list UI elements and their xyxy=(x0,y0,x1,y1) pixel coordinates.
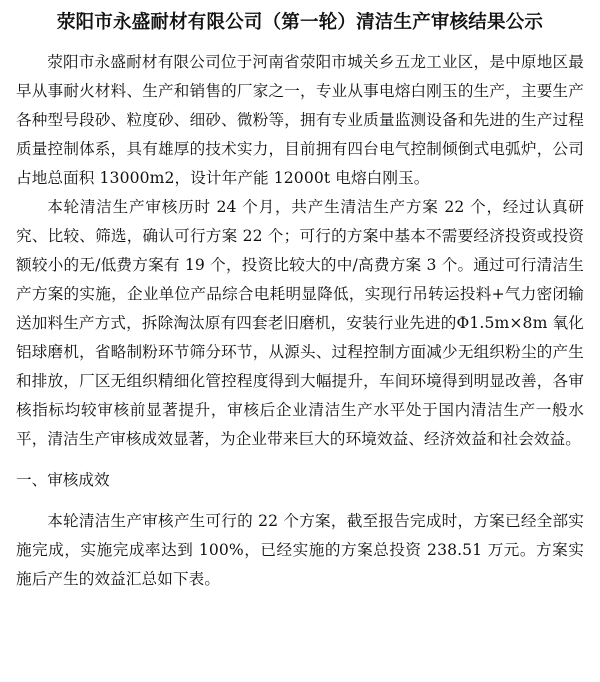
audit-summary-paragraph: 本轮清洁生产审核历时 24 个月，共产生清洁生产方案 22 个，经过认真研究、比较、筛选，确认可行方案 22 个；可行的方案中基本不需要经济投资或投资额较小的无/低费方案有 19 个，投资比较大的中/高费方案 3 个。通过可行清洁生产方案的实施，企业单位产品综合电耗明显降低，实现行吊转运投料+气力密闭输送加料生产方式，拆除淘汰原有四套老旧磨机，安装行业先进的Φ1.5m×8m 氧化铝球磨机，省略制粉环节筛分环节，从源头、过程控制方面减少无组织粉尘的产生和排放，厂区无组织精细化管控程度得到大幅提升，车间环境得到明显改善，各审核指标均较审核前显著提升，审核后企业清洁生产水平处于国内清洁生产一般水平，清洁生产审核成效显著，为企业带来巨大的环境效益、经济效益和社会效益。 xyxy=(16,198,584,448)
document-title: 荥阳市永盛耐材有限公司（第一轮）清洁生产审核结果公示 xyxy=(56,12,544,33)
section-paragraph: 本轮清洁生产审核产生可行的 22 个方案，截至报告完成时，方案已经全部实施完成，实施完成率达到 100%，已经实施的方案总投资 238.51 万元。方案实施后产生的效益汇总如下表。 xyxy=(16,512,584,588)
section-heading: 一、审核成效 xyxy=(16,471,110,489)
intro-paragraph: 荥阳市永盛耐材有限公司位于河南省荥阳市城关乡五龙工业区，是中原地区最早从事耐火材料、生产和销售的厂家之一，专业从事电熔白刚玉的生产，主要生产各种型号段砂、粒度砂、细砂、微粉等，拥有专业质量监测设备和先进的生产过程质量控制体系，具有雄厚的技术实力，目前拥有四台电气控制倾倒式电弧炉，公司占地总面积 13000m2，设计年产能 12000t 电熔白刚玉。 xyxy=(16,53,584,187)
